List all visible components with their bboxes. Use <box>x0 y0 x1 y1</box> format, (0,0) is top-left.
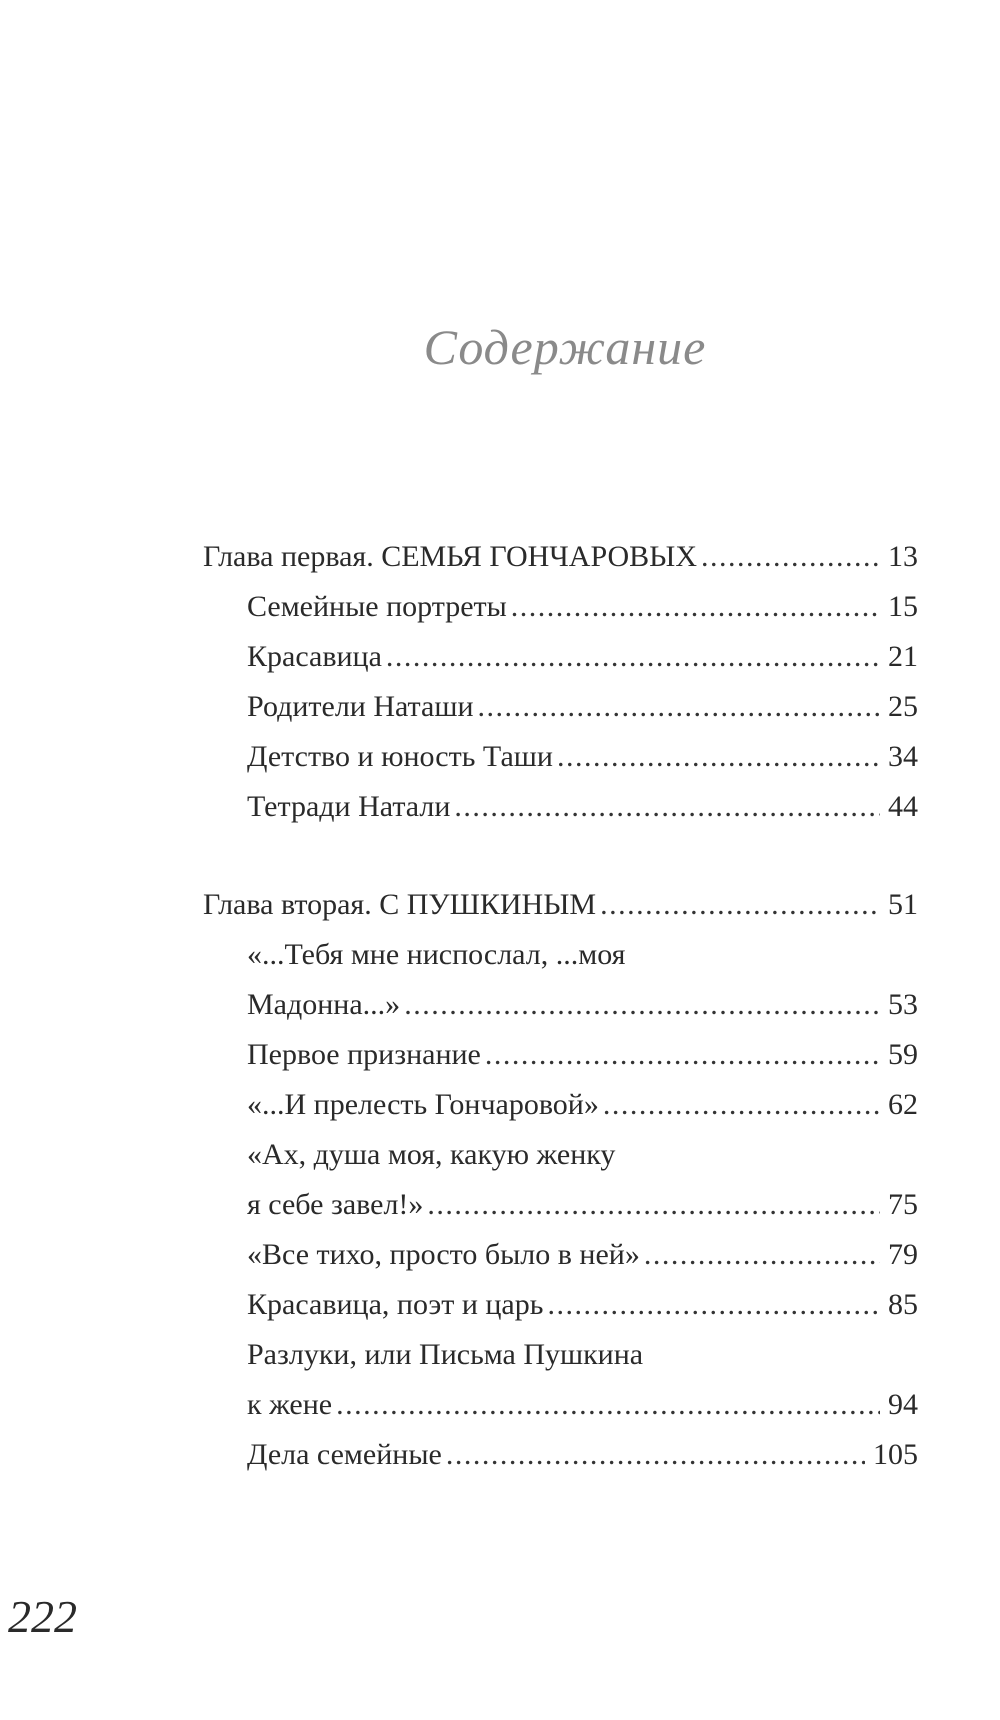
entry-title: Родители Наташи <box>247 690 474 723</box>
dot-leader <box>485 1030 880 1080</box>
page-number: 79 <box>888 1238 918 1271</box>
chapter-title: Глава вторая. С ПУШКИНЫМ <box>203 888 597 921</box>
toc-entry <box>203 1080 918 1130</box>
page-folio-number: 222 <box>8 1591 77 1642</box>
entry-title: «...И прелесть Гончаровой» <box>247 1088 599 1121</box>
chapter-1 <box>203 532 918 832</box>
entry-title: Красавица, поэт и царь <box>247 1288 544 1321</box>
page-number: 85 <box>888 1288 918 1321</box>
toc-entry <box>203 1180 918 1230</box>
dot-leader <box>511 582 880 632</box>
toc-entry <box>203 682 918 732</box>
toc-entry <box>203 582 918 632</box>
dot-leader <box>446 1430 865 1480</box>
page-title: Содержание <box>423 319 707 375</box>
page-number: 44 <box>888 790 918 823</box>
table-of-contents <box>203 532 918 1528</box>
page-number: 51 <box>888 888 918 921</box>
page-number: 53 <box>888 988 918 1021</box>
toc-entry <box>203 1030 918 1080</box>
page-number: 59 <box>888 1038 918 1071</box>
entry-title: Дела семейные <box>247 1438 442 1471</box>
dot-leader <box>603 1080 880 1130</box>
toc-entry <box>203 980 918 1030</box>
entry-title: Красавица <box>247 640 382 673</box>
entry-title: Тетради Натали <box>247 790 451 823</box>
dot-leader <box>644 1230 880 1280</box>
dot-leader <box>701 532 880 582</box>
chapter-heading <box>203 532 918 582</box>
toc-entry <box>203 1230 918 1280</box>
page-number: 94 <box>888 1388 918 1421</box>
entry-title: Мадонна...» <box>247 988 401 1021</box>
dot-leader <box>478 682 881 732</box>
page-number: 25 <box>888 690 918 723</box>
toc-entry <box>203 782 918 832</box>
dot-leader <box>547 1280 880 1330</box>
page-number: 15 <box>888 590 918 623</box>
page-number: 34 <box>888 740 918 773</box>
entry-title: Детство и юность Таши <box>247 740 553 773</box>
dot-leader <box>427 1180 880 1230</box>
entry-title: Семейные портреты <box>247 590 507 623</box>
toc-entry <box>203 632 918 682</box>
toc-entry <box>203 1380 918 1430</box>
chapter-title: Глава первая. СЕМЬЯ ГОНЧАРОВЫХ <box>203 540 698 573</box>
entry-title-line-1: «Ах, душа моя, какую женку <box>247 1138 616 1171</box>
entry-title-line-1: Разлуки, или Письма Пушкина <box>247 1338 644 1371</box>
toc-entry <box>203 1430 918 1480</box>
dot-leader <box>404 980 880 1030</box>
chapter-heading <box>203 880 918 930</box>
toc-entry <box>203 1280 918 1330</box>
dot-leader <box>336 1380 880 1430</box>
page-number: 62 <box>888 1088 918 1121</box>
dot-leader <box>386 632 880 682</box>
entry-title: «Все тихо, просто было в ней» <box>247 1238 640 1271</box>
page-number: 13 <box>888 540 918 573</box>
dot-leader <box>557 732 880 782</box>
entry-title: я себе завел!» <box>247 1188 424 1221</box>
dot-leader <box>600 880 880 930</box>
page-number: 105 <box>873 1438 918 1471</box>
toc-entry <box>203 732 918 782</box>
entry-title: Первое признание <box>247 1038 481 1071</box>
page-number: 75 <box>888 1188 918 1221</box>
chapter-2 <box>203 880 918 1480</box>
entry-title: к жене <box>247 1388 333 1421</box>
dot-leader <box>454 782 880 832</box>
page-number: 21 <box>888 640 918 673</box>
entry-title-line-1: «...Тебя мне ниспослал, ...моя <box>247 938 626 971</box>
